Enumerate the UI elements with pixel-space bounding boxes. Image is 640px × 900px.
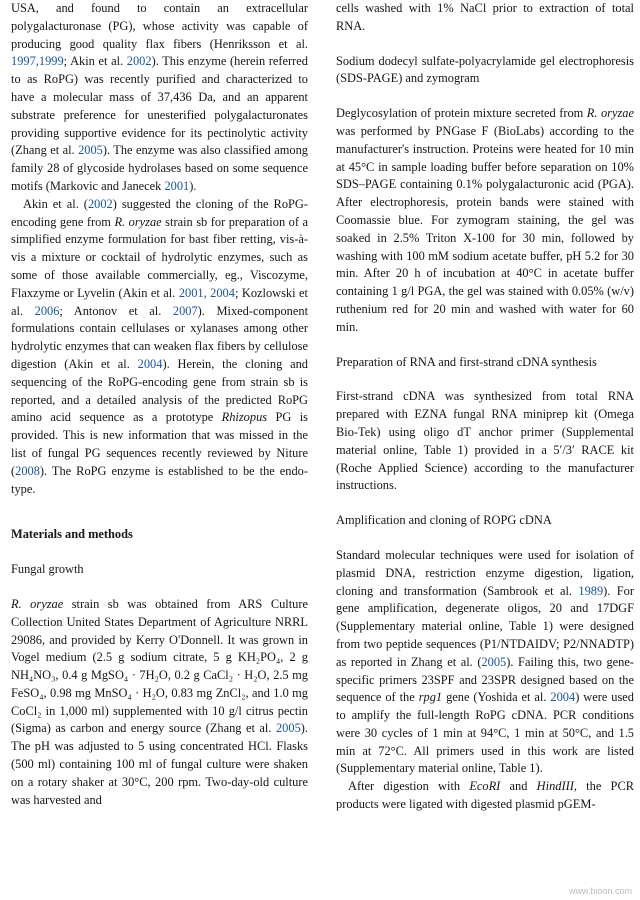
subsection-heading-sds-page: Sodium dodecyl sulfate-polyacrylamide gel electrophoresis (SDS-PAGE) and zymogram	[336, 53, 634, 86]
citation-link[interactable]: 2007	[172, 303, 198, 318]
citation-link[interactable]: 2005	[481, 654, 507, 669]
amplification-paragraph: Standard molecular techniques were used for isolation of plasmid DNA, restriction enzyme digestion, ligation, cloning and transformation (Sambrook et al. 1989). For gene amplification, degenerate oligos, 20 and 17DGF (Supplementary material online, Table 1) were designed from two peptide sequences (P1/NTDAIDV; P2/NNADTP) as reported in Zhang et al. (2005). Failing this, two gene-specific primers 23SPF and 23SPR designed based on the sequence of the rpg1 gene (Yoshida et al. 2004) were used to amplify the full-length RoPG cDNA. PCR conditions were 30 cycles of 1 min at 94°C, 1 min at 50°C, and 1.5 min at 72°C. All primers used in this work are listed (Supplementary material online, Table 1).	[336, 547, 634, 776]
sds-page-paragraph: Deglycosylation of protein mixture secreted from R. oryzae was performed by PNGase F (BioLabs) according to the manufacturer's instruction. Proteins were heated for 10 min at 45°C in sample loading buffer before separation on 10% SDS–PAGE containing 0.1% polygalacturonic acid (PGA). After electrophoresis, protein bands were stained with Coomassie blue. For zymogram staining, the gel was soaked in 2.5% Triton X-100 for 30 min, followed by washing with 100 mM sodium acetate buffer, pH 5.2 for 30 min. After 20 h of incubation at 40°C in acetate buffer containing 1 g/l PGA, the gel was stained with 0.05% (w/v) ruthenium red for 20 min and washed with water for 60 min.	[336, 106, 634, 334]
section-heading-materials: Materials and methods	[11, 527, 133, 542]
subsection-heading-amplification: Amplification and cloning of ROPG cDNA	[336, 513, 552, 528]
left-column	[11, 0, 308, 809]
amplification-paragraph-2: After digestion with EcoRI and HindIII, the PCR products were ligated with digested plasmid pGEM-	[336, 779, 634, 812]
citation-link[interactable]: 1997,1999	[11, 54, 64, 69]
citation-link[interactable]: 2002	[87, 196, 113, 211]
citation-link[interactable]: 2005	[78, 143, 103, 158]
citation-link[interactable]: 2004	[137, 356, 163, 371]
citation-link[interactable]: 2001	[164, 178, 190, 193]
continuation-paragraph: cells washed with 1% NaCl prior to extraction of total RNA.	[336, 1, 634, 33]
fungal-growth-paragraph: R. oryzae strain sb was obtained from ARS Culture Collection United States Department of Agriculture NRRL 29086, and provided by Kerry O'Donnell. It was grown in Vogel medium (2.5 g sodium citrate, 5 g KH₂PO₄, 2 g NH₄NO₃, 0.4 g MgSO₄ · 7H₂O, 0.2 g CaCl₂ · H₂O, 2.5 mg FeSO₄, 0.98 mg MnSO₄ · H₂O, 0.83 mg ZnCl₂, and 1.0 mg CoCl₂ in 1,000 ml) supplemented with 10 g/l citrus pectin (Sigma) as carbon and energy source (Zhang et al. 2005). The pH was adjusted to 5 using concentrated HCl. Flasks (500 ml) containing 100 ml of fungal culture were shaken on a rotary shaker at 30°C, 200 rpm. Two-day-old culture was harvested and	[11, 596, 308, 807]
citation-link[interactable]: 2004	[550, 690, 576, 705]
citation-link[interactable]: 2005	[275, 721, 301, 736]
subsection-heading-fungal-growth: Fungal growth	[11, 562, 84, 577]
citation-link[interactable]: 2001, 2004	[178, 285, 235, 300]
watermark: www.bioon.com	[568, 886, 632, 896]
citation-link[interactable]: 2008	[15, 463, 40, 478]
citation-link[interactable]: 1989	[578, 583, 604, 598]
right-column	[336, 0, 634, 814]
citation-link[interactable]: 2006	[34, 303, 60, 318]
subsection-heading-rna: Preparation of RNA and first-strand cDNA synthesis	[336, 354, 597, 369]
citation-link[interactable]: 2002	[126, 54, 152, 69]
intro-paragraph-1: USA, and found to contain an extracellular polygalacturonase (PG), whose activity was capable of producing good quality flax fibers (Henriksson et al. 1997,1999; Akin et al. 2002). This enzyme (herein referred to as RoPG) was recently purified and characterized to have a molecular mass of 37,436 Da, and an apparent substrate preference for unesterified polygalacturonates providing supportive evidence for its pectinolytic activity (Zhang et al. 2005). The enzyme was also classified among family 28 of glycoside hydrolases based on some sequence motifs (Markovic and Janecek 2001).	[11, 1, 309, 193]
rna-paragraph: First-strand cDNA was synthesized from total RNA prepared with EZNA fungal RNA miniprep kit (Omega Bio-Tek) using oligo dT anchor primer (Supplemental material online, Table 1) provided in a 5′/3′ RACE kit (Roche Applied Science) according to the manufacturer instructions.	[336, 389, 634, 493]
intro-paragraph-2: Akin et al. (2002) suggested the cloning of the RoPG-encoding gene from R. oryzae strain sb for preparation of a simplified enzyme formulation for bast fiber retting, vis-à-vis a mixture or cocktail of hydrolytic enzymes, such as some of those available commercially, eg., Viscozyme, Flaxzyme or Lyvelin (Akin et al. 2001, 2004; Kozlowski et al. 2006; Antonov et al. 2007). Mixed-component formulations contain cellulases or xylanases among other hydrolytic enzymes that can weaken flax fibers by cellulose digestion (Akin et al. 2004). Herein, the cloning and sequencing of the RoPG-encoding gene from strain sb is reported, and a detailed analysis of the predicted RoPG amino acid sequence as a prototype Rhizopus PG is provided. This is new information that was missed in the list of fungal PG sequences recently reviewed by Niture (2008). The RoPG enzyme is established to be the endo-type.	[11, 196, 309, 496]
